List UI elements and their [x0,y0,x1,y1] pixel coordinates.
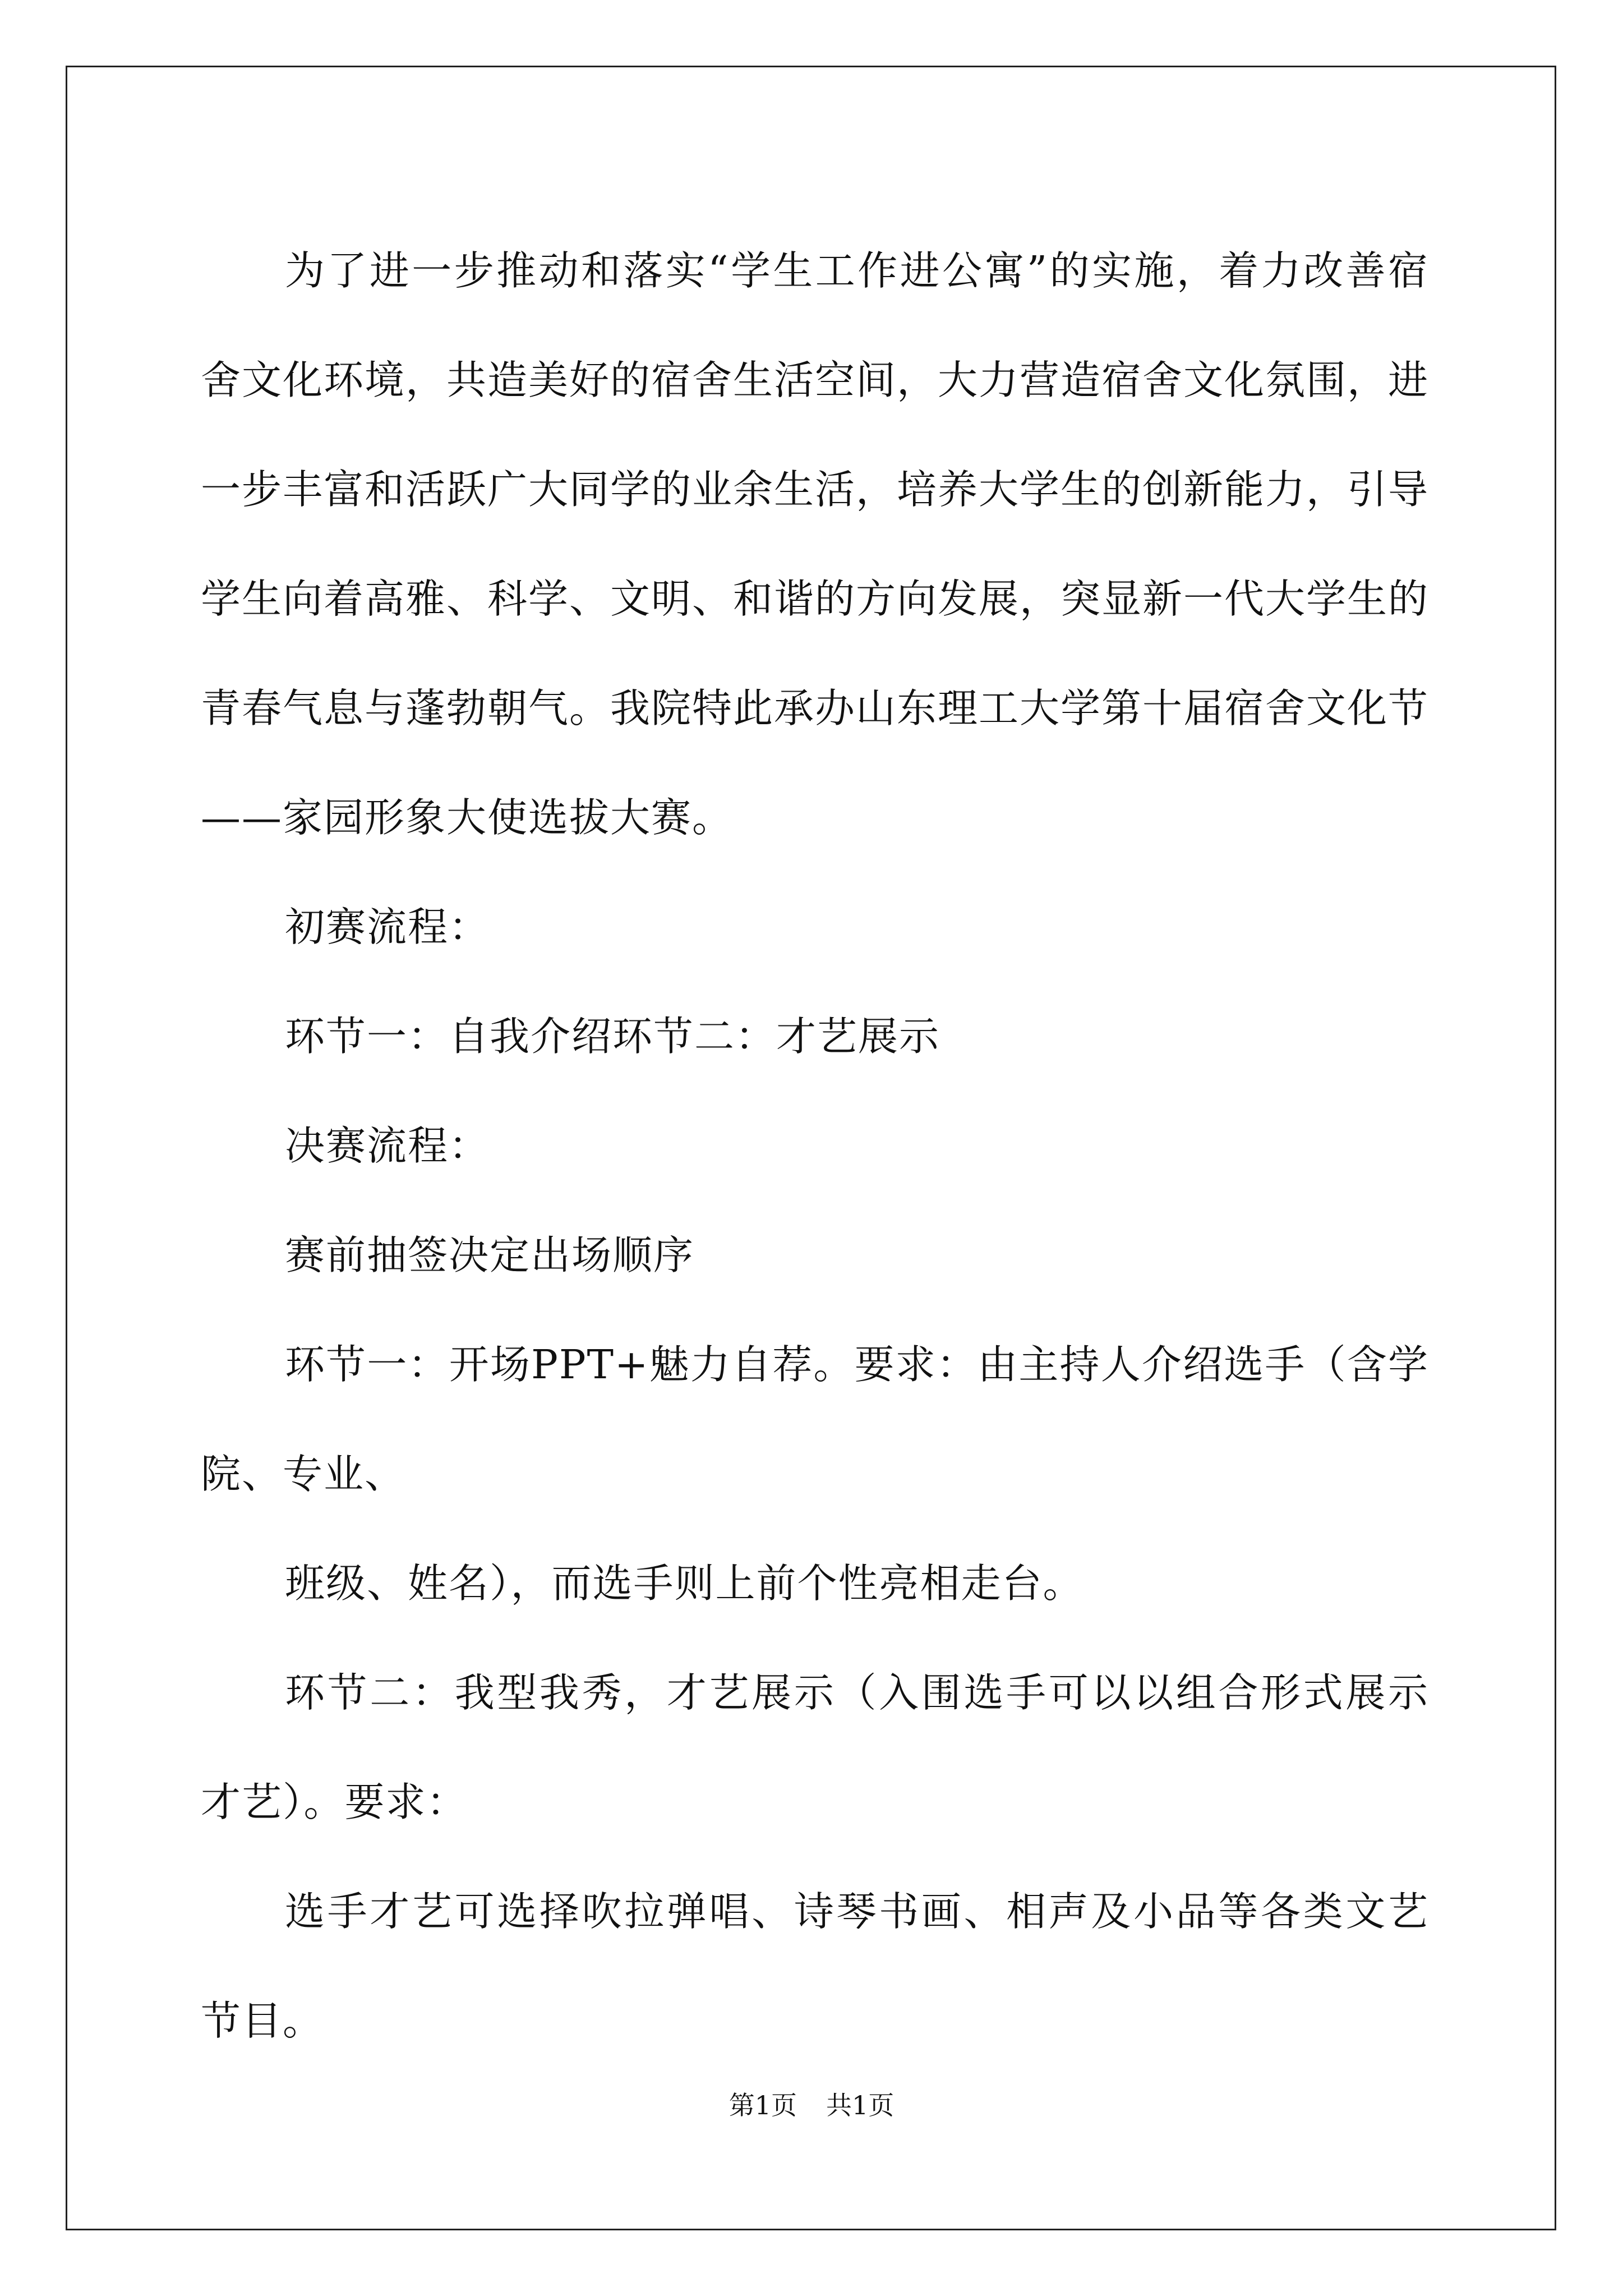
page-number: 第1页 [728,2090,797,2120]
page-total: 共1页 [826,2090,895,2120]
paragraph-final-heading: 决赛流程： [285,1122,490,1169]
paragraph-preliminary-steps: 环节一：自我介绍环节二：才艺展示 [285,1013,940,1060]
document-body [201,216,1429,2076]
paragraph-step-one: 环节一：开场PPT+魅力自荐。要求：由主持人介绍选手（含学院、专业、 [201,1341,1429,1497]
paragraph-talent-options: 选手才艺可选择吹拉弹唱、诗琴书画、相声及小品等各类文艺节目。 [201,1888,1429,2044]
paragraph-step-one-continued: 班级、姓名），而选手则上前个性亮相走台。 [285,1560,1084,1607]
page-footer [0,2088,1623,2122]
paragraph-step-two: 环节二：我型我秀，才艺展示（入围选手可以以组合形式展示才艺）。要求： [201,1669,1429,1825]
paragraph-preliminary-heading: 初赛流程： [285,904,490,950]
paragraph-intro: 为了进一步推动和落实“学生工作进公寓”的实施，着力改善宿舍文化环境，共造美好的宿舍生活空间，大力营造宿舍文化氛围，进一步丰富和活跃广大同学的业余生活，培养大学生的创新能力，引导学生向着高雅、科学、文明、和谐的方向发展，突显新一代大学生的青春气息与蓬勃朝气。我院特此承办山东理工大学第十届宿舍文化节——家园形象大使选拔大赛。 [201,247,1430,841]
paragraph-draw-order: 赛前抽签决定出场顺序 [285,1232,695,1278]
